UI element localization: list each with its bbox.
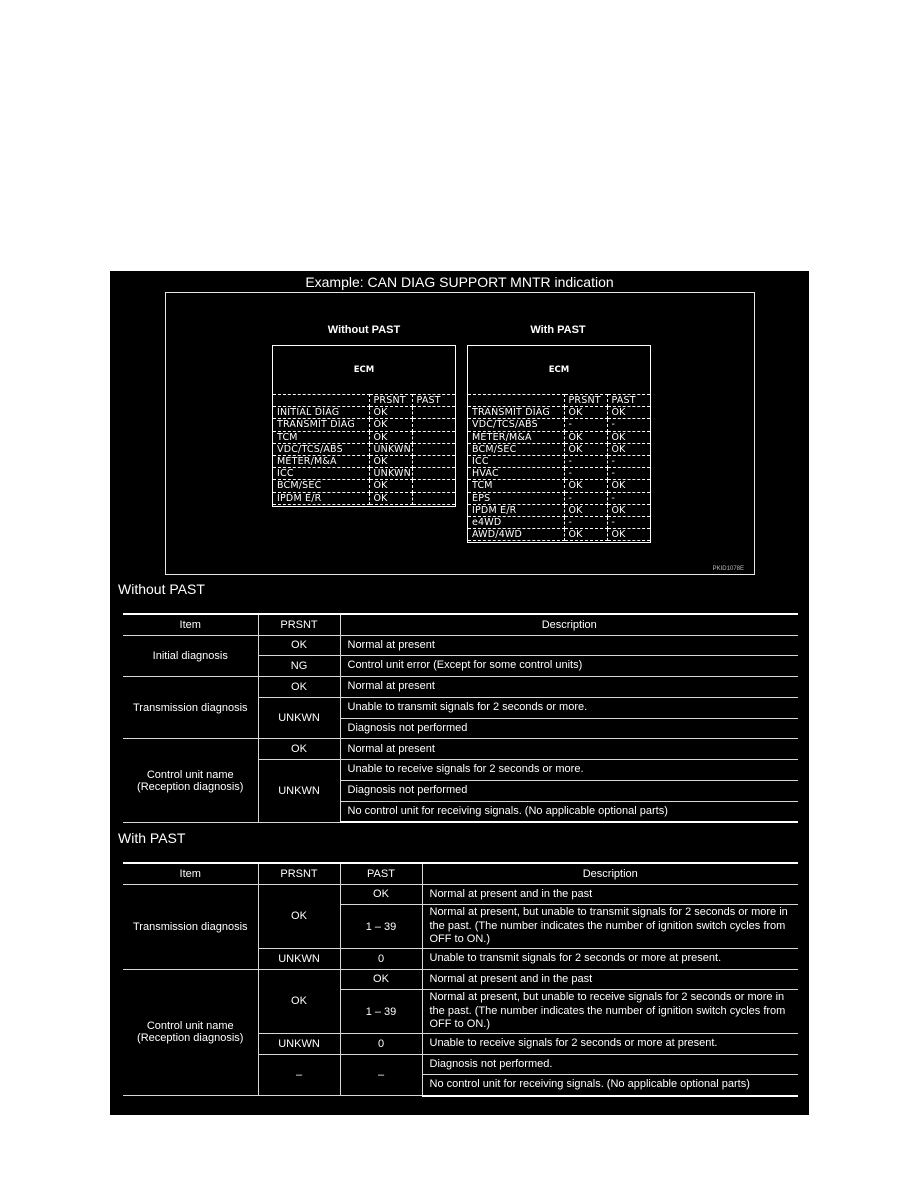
table-row: [123, 884, 798, 905]
monitor-item: EPS: [468, 492, 564, 504]
prsnt-value: UNKWN: [258, 1033, 340, 1054]
prsnt-value: OK: [258, 969, 340, 1033]
ecm-label: ECM: [353, 365, 375, 375]
monitor-past: OK: [607, 480, 650, 492]
monitor-header-past: PAST: [607, 395, 650, 407]
monitor-prsnt: -: [564, 516, 607, 528]
prsnt-value: OK: [258, 677, 340, 698]
past-value: 1 – 39: [340, 990, 422, 1034]
description: Unable to receive signals for 2 seconds or more.: [340, 760, 798, 781]
table-header-row: [123, 863, 798, 884]
monitor-table: [468, 394, 650, 541]
figure-title: Example: CAN DIAG SUPPORT MNTR indication: [305, 274, 614, 290]
monitor-row: [273, 480, 455, 492]
description: Normal at present: [340, 739, 798, 760]
monitor-header-prsnt: PRSNT: [369, 395, 412, 407]
monitor-prsnt: OK: [369, 455, 412, 467]
prsnt-value: UNKWN: [258, 948, 340, 969]
monitor-prsnt: OK: [564, 407, 607, 419]
monitor-prsnt: OK: [564, 529, 607, 541]
description: Normal at present: [340, 635, 798, 656]
item-line: Control unit name: [146, 768, 234, 781]
table-row: [123, 635, 798, 656]
monitor-example-frame: [165, 292, 755, 575]
prsnt-value: OK: [258, 884, 340, 948]
description: Normal at present, but unable to receive signals for 2 seconds or more in the past. (The number indicates the number of ignition switch cycles from OFF to ON.): [422, 990, 798, 1034]
monitor-item: ICC: [468, 455, 564, 467]
monitor-item: METER/M&A: [273, 455, 369, 467]
monitor-past: [412, 443, 455, 455]
monitor-row: [468, 492, 650, 504]
monitor-prsnt: OK: [369, 480, 412, 492]
header-description: Description: [340, 614, 798, 635]
monitor-past: OK: [607, 529, 650, 541]
monitor-prsnt: OK: [564, 431, 607, 443]
monitor-past: -: [607, 468, 650, 480]
monitor-past: -: [607, 492, 650, 504]
prsnt-value: NG: [258, 656, 340, 677]
monitor-header-prsnt: PRSNT: [564, 395, 607, 407]
with-past-heading: With PAST: [530, 324, 586, 336]
monitor-row: [273, 407, 455, 419]
monitor-item: TCM: [468, 480, 564, 492]
monitor-item: VDC/TCS/ABS: [273, 443, 369, 455]
monitor-past: [412, 468, 455, 480]
monitor-item: ICC: [273, 468, 369, 480]
monitor-header-item: [273, 395, 369, 407]
monitor-past: OK: [607, 443, 650, 455]
monitor-item: BCM/SEC: [273, 480, 369, 492]
monitor-item: INITIAL DIAG: [273, 407, 369, 419]
monitor-past: -: [607, 419, 650, 431]
monitor-prsnt: OK: [369, 431, 412, 443]
monitor-past: [412, 480, 455, 492]
monitor-past: [412, 419, 455, 431]
monitor-item: HVAC: [468, 468, 564, 480]
monitor-past: -: [607, 516, 650, 528]
prsnt-value: UNKWN: [258, 697, 340, 739]
item-transmission-diagnosis: Transmission diagnosis: [123, 884, 258, 969]
header-prsnt: PRSNT: [258, 614, 340, 635]
description: Diagnosis not performed: [340, 718, 798, 739]
screen-without-past: [272, 345, 456, 507]
figure-code: PKID1078E: [712, 566, 744, 572]
table-row: [123, 739, 798, 760]
monitor-row: [468, 443, 650, 455]
item-reception-diagnosis: [123, 969, 258, 1096]
prsnt-value: –: [258, 1054, 340, 1096]
description: Diagnosis not performed.: [422, 1054, 798, 1075]
monitor-header-item: [468, 395, 564, 407]
monitor-row: [273, 468, 455, 480]
monitor-row: [468, 468, 650, 480]
monitor-row: [468, 480, 650, 492]
item-transmission-diagnosis: Transmission diagnosis: [123, 677, 258, 739]
header-description: Description: [422, 863, 798, 884]
description: Control unit error (Except for some control units): [340, 656, 798, 677]
monitor-prsnt: -: [564, 492, 607, 504]
description: Normal at present, but unable to transmit signals for 2 seconds or more in the past. (The number indicates the number of ignition switch cycles from OFF to ON.): [422, 905, 798, 949]
past-value: OK: [340, 884, 422, 905]
header-item: Item: [123, 614, 258, 635]
monitor-item: BCM/SEC: [468, 443, 564, 455]
monitor-past: OK: [607, 504, 650, 516]
monitor-prsnt: OK: [369, 492, 412, 504]
monitor-row: [468, 407, 650, 419]
past-value: 1 – 39: [340, 905, 422, 949]
monitor-prsnt: UNKWN: [369, 443, 412, 455]
without-past-heading: Without PAST: [327, 324, 401, 336]
monitor-prsnt: OK: [369, 407, 412, 419]
with-past-section-title: With PAST: [118, 830, 186, 846]
monitor-row: [468, 516, 650, 528]
monitor-prsnt: UNKWN: [369, 468, 412, 480]
item-reception-diagnosis: [123, 739, 258, 822]
monitor-item: TRANSMIT DIAG: [468, 407, 564, 419]
monitor-row: [273, 455, 455, 467]
table-header-row: [123, 614, 798, 635]
description: Normal at present and in the past: [422, 969, 798, 990]
monitor-row: [273, 419, 455, 431]
monitor-rows: [273, 395, 455, 505]
monitor-row: [468, 455, 650, 467]
monitor-item: TCM: [273, 431, 369, 443]
item-initial-diagnosis: Initial diagnosis: [123, 635, 258, 677]
monitor-row: [468, 431, 650, 443]
screen-with-past: [467, 345, 651, 543]
description: No control unit for receiving signals. (No applicable optional parts): [422, 1075, 798, 1096]
monitor-row: [273, 443, 455, 455]
monitor-past: -: [607, 455, 650, 467]
monitor-item: METER/M&A: [468, 431, 564, 443]
monitor-table: [273, 394, 455, 505]
description: Diagnosis not performed: [340, 781, 798, 802]
description: Normal at present: [340, 677, 798, 698]
description: No control unit for receiving signals. (No applicable optional parts): [340, 801, 798, 822]
monitor-prsnt: -: [564, 455, 607, 467]
monitor-past: [412, 492, 455, 504]
item-line: (Reception diagnosis): [137, 780, 244, 793]
monitor-item: TRANSMIT DIAG: [273, 419, 369, 431]
without-past-section-title: Without PAST: [118, 581, 205, 597]
prsnt-value: OK: [258, 739, 340, 760]
item-line: (Reception diagnosis): [137, 1032, 244, 1045]
description: Unable to transmit signals for 2 seconds or more.: [340, 697, 798, 718]
monitor-item: IPDM E/R: [273, 492, 369, 504]
description: Unable to transmit signals for 2 seconds or more at present.: [422, 948, 798, 969]
monitor-header-row: [273, 395, 455, 407]
table-row: [123, 969, 798, 990]
past-value: OK: [340, 969, 422, 990]
monitor-prsnt: OK: [564, 480, 607, 492]
monitor-past: [412, 455, 455, 467]
monitor-header-row: [468, 395, 650, 407]
prsnt-value: OK: [258, 635, 340, 656]
prsnt-value: UNKWN: [258, 760, 340, 822]
monitor-row: [468, 504, 650, 516]
monitor-item: AWD/4WD: [468, 529, 564, 541]
monitor-past: OK: [607, 431, 650, 443]
monitor-item: VDC/TCS/ABS: [468, 419, 564, 431]
can-diag-figure: [110, 271, 809, 1115]
monitor-row: [273, 431, 455, 443]
monitor-prsnt: -: [564, 468, 607, 480]
monitor-row: [468, 529, 650, 541]
monitor-past: [412, 407, 455, 419]
past-value: 0: [340, 948, 422, 969]
monitor-row: [273, 492, 455, 504]
monitor-item: IPDM E/R: [468, 504, 564, 516]
item-line: Control unit name: [146, 1020, 234, 1033]
monitor-past: [412, 431, 455, 443]
monitor-rows: [468, 395, 650, 541]
past-value: –: [340, 1054, 422, 1096]
header-prsnt: PRSNT: [258, 863, 340, 884]
monitor-header-past: PAST: [412, 395, 455, 407]
table-row: [123, 677, 798, 698]
without-past-table: [123, 613, 798, 823]
ecm-label: ECM: [548, 365, 570, 375]
header-past: PAST: [340, 863, 422, 884]
header-item: Item: [123, 863, 258, 884]
monitor-row: [468, 419, 650, 431]
monitor-item: e4WD: [468, 516, 564, 528]
with-past-table: [123, 862, 798, 1097]
past-value: 0: [340, 1033, 422, 1054]
monitor-prsnt: OK: [369, 419, 412, 431]
description: Unable to receive signals for 2 seconds or more at present.: [422, 1033, 798, 1054]
monitor-past: OK: [607, 407, 650, 419]
monitor-prsnt: OK: [564, 443, 607, 455]
description: Normal at present and in the past: [422, 884, 798, 905]
monitor-prsnt: OK: [564, 504, 607, 516]
monitor-prsnt: -: [564, 419, 607, 431]
